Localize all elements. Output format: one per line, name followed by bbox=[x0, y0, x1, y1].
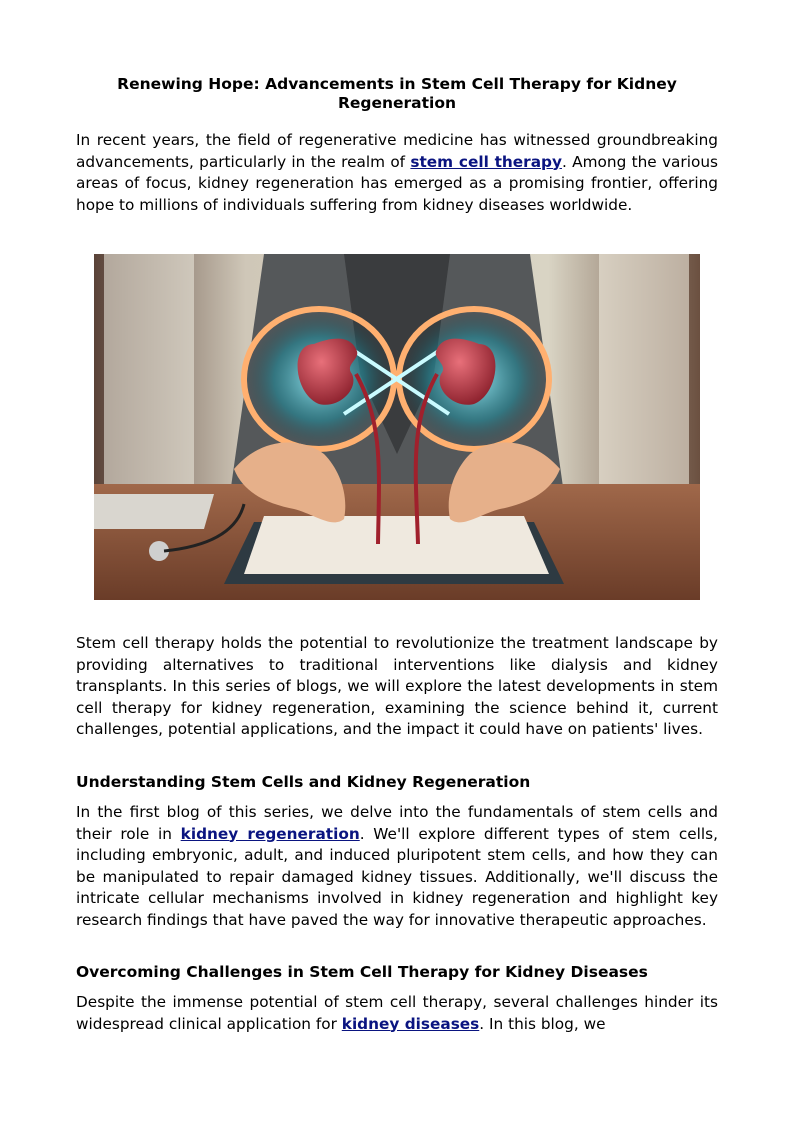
stem-cell-therapy-link[interactable]: stem cell therapy bbox=[410, 152, 562, 171]
section1-text-start: In the first blog of this series, we delve into the fundamentals of stem cells and their role in bbox=[76, 803, 718, 843]
intro-paragraph bbox=[76, 130, 718, 216]
hero-illustration bbox=[94, 254, 700, 600]
hero-image-kidneys-in-hands bbox=[94, 254, 700, 600]
kidney-regeneration-link[interactable]: kidney regeneration bbox=[180, 824, 360, 843]
intro-text-end: . Among the various areas of focus, kidney regeneration has emerged as a promising frontier, offering hope to millions of individuals suffering from kidney diseases worldwide. bbox=[76, 152, 718, 214]
intro-text-start: In recent years, the field of regenerative medicine has witnessed groundbreaking advancements, particularly in the realm of bbox=[76, 131, 718, 171]
section1-heading: Understanding Stem Cells and Kidney Regeneration bbox=[76, 773, 531, 791]
section2-paragraph bbox=[76, 992, 718, 1035]
section1-text-end: . We'll explore different types of stem cells, including embryonic, adult, and induced pluripotent stem cells, and how they can be manipulated to repair damaged kidney tissues. Additionally, we'll discuss the intricate cellular mechanisms involved in kidney regeneration and highlight key research findings that have paved the way for innovative therapeutic approaches. bbox=[76, 824, 718, 929]
overview-paragraph: Stem cell therapy holds the potential to revolutionize the treatment landscape by providing alternatives to traditional interventions like dialysis and kidney transplants. In this series of blogs, we will explore the latest developments in stem cell therapy for kidney regeneration, examining the science behind it, current challenges, potential applications, and the impact it could have on patients' lives. bbox=[76, 634, 718, 738]
kidney-diseases-link[interactable]: kidney diseases bbox=[341, 1014, 480, 1033]
article-title: Renewing Hope: Advancements in Stem Cell Therapy for Kidney Regeneration bbox=[117, 75, 677, 112]
section2-heading: Overcoming Challenges in Stem Cell Therapy for Kidney Diseases bbox=[76, 963, 648, 981]
section2-text-end: . In this blog, we bbox=[479, 1014, 606, 1033]
section1-paragraph bbox=[76, 802, 718, 931]
section2-text-start: Despite the immense potential of stem cell therapy, several challenges hinder its widespread clinical application for bbox=[76, 993, 718, 1033]
